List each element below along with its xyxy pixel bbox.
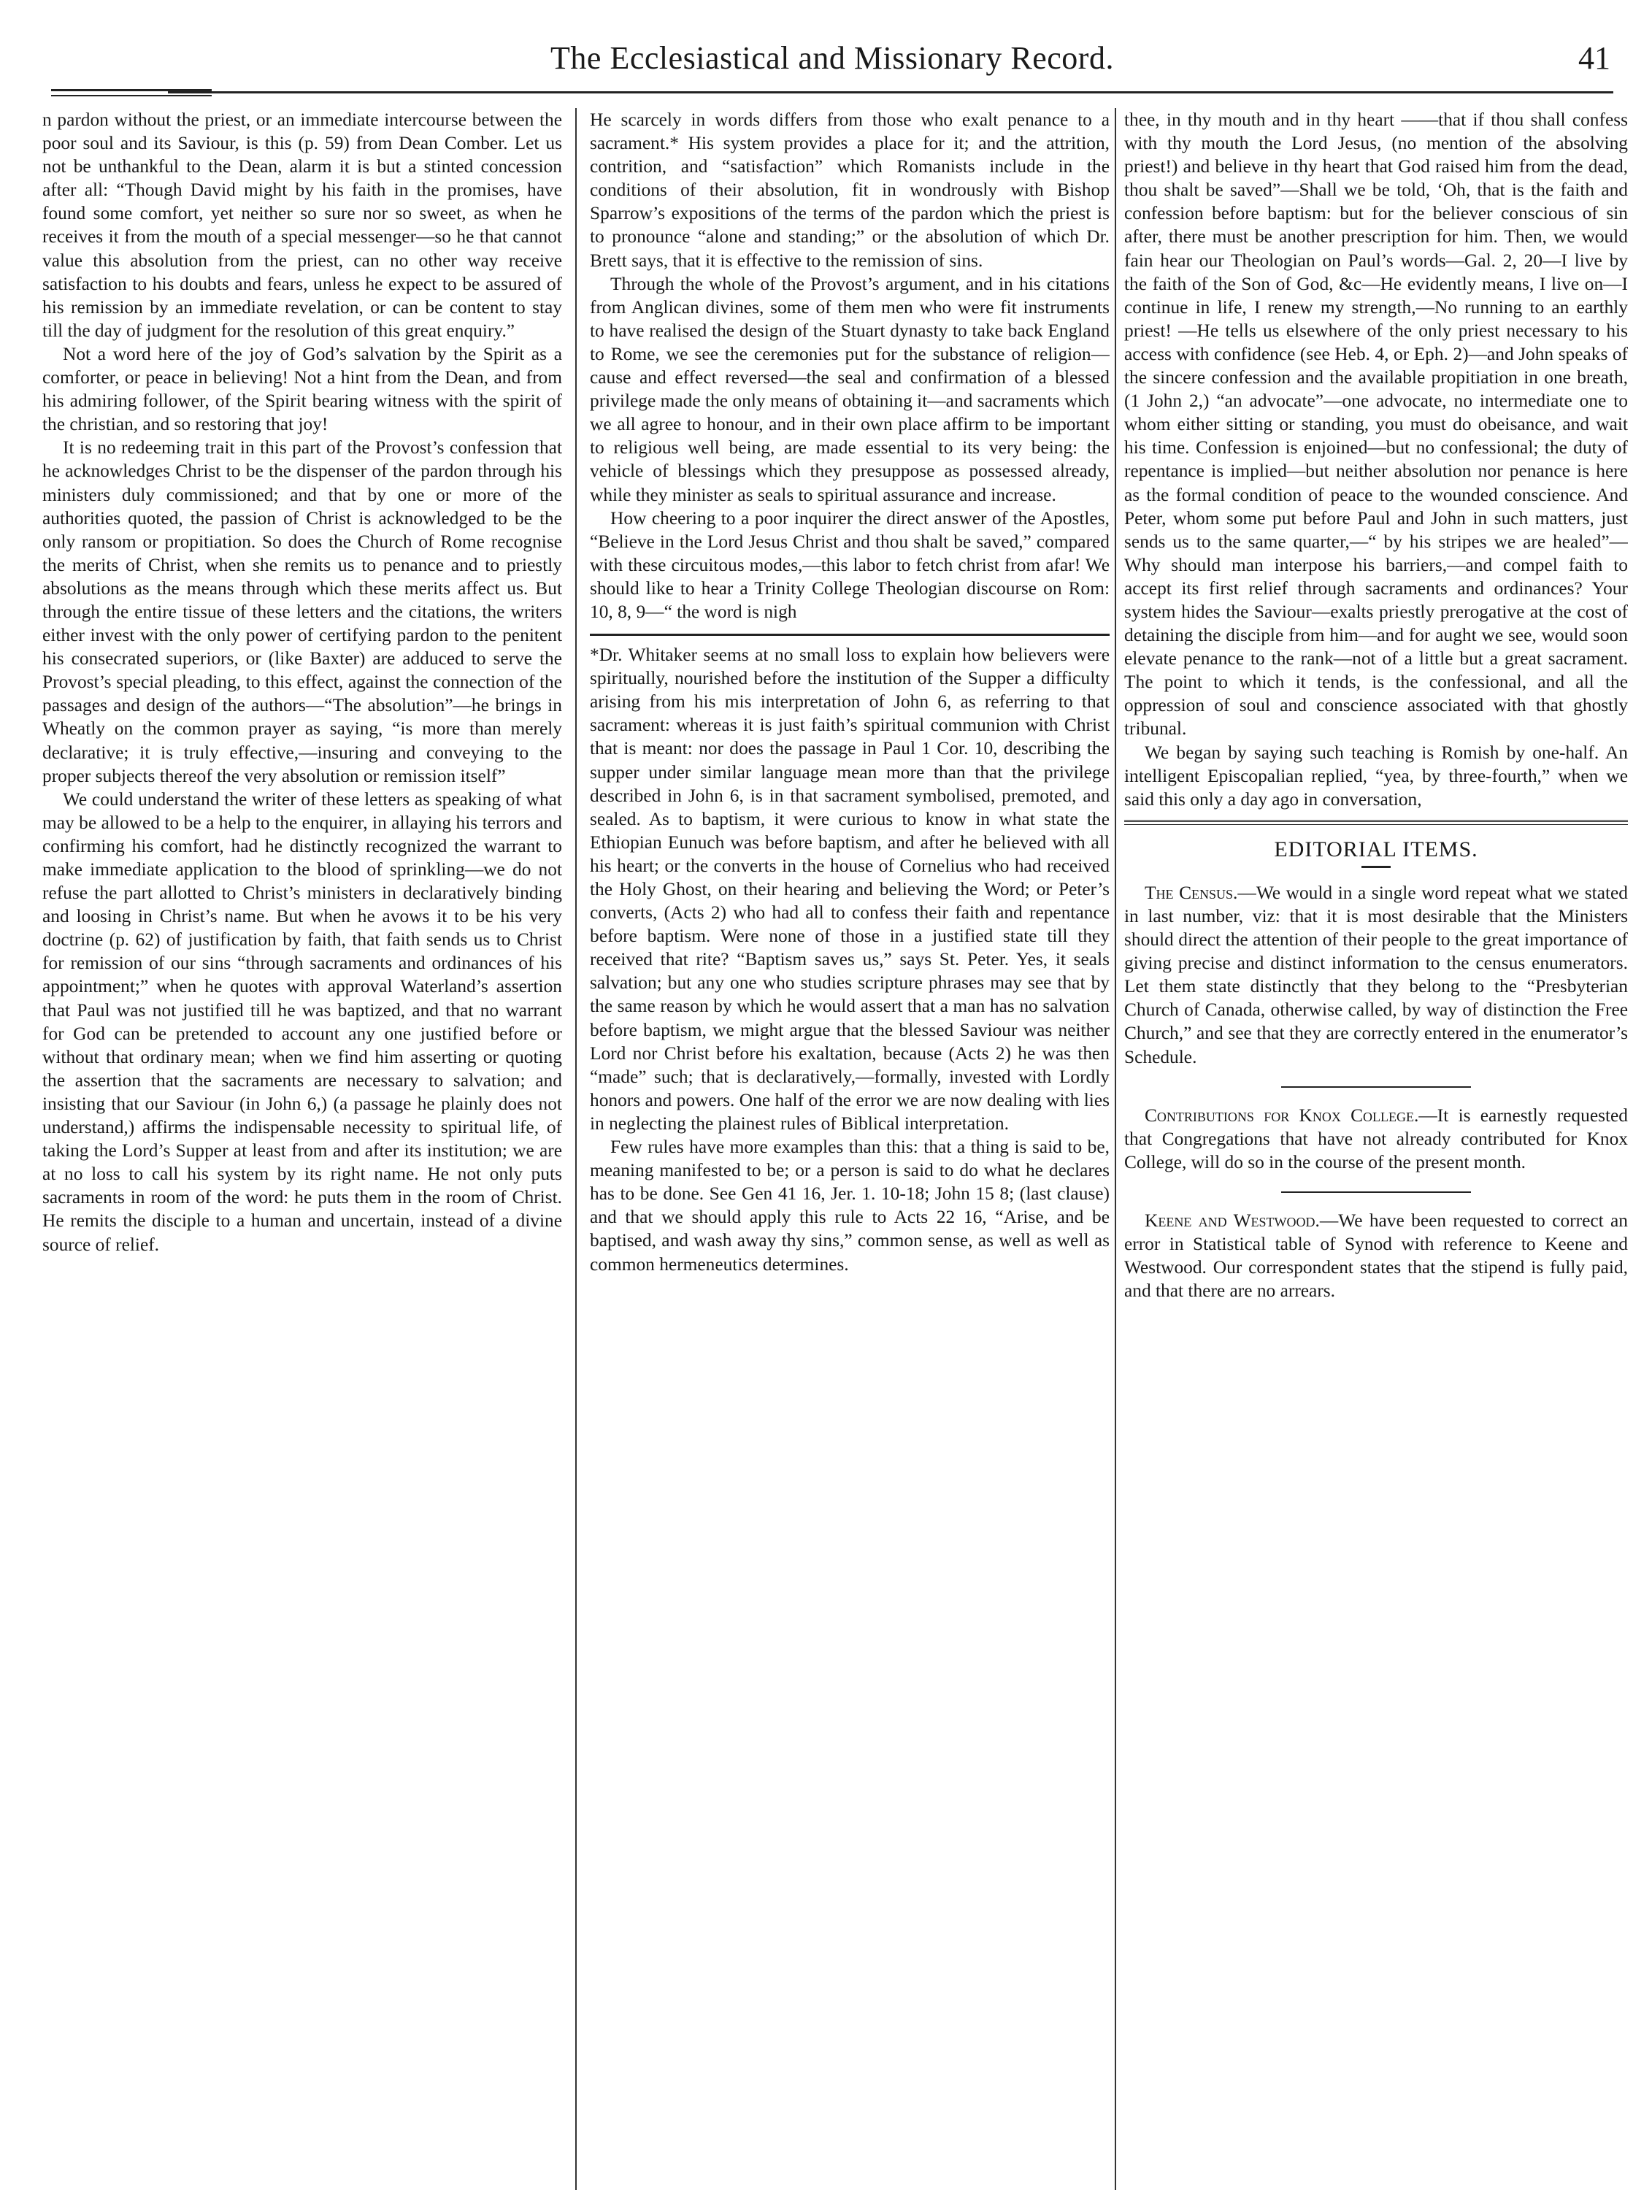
column-middle (590, 108, 1110, 2190)
title-dash (1361, 866, 1391, 868)
paragraph: Through the whole of the Provost’s argument, and in his citations from Anglican divines, some of them men who were fit instruments to have realised the design of the Stuart dynasty to take back England to Rome, we see the ceremonies put for the substance of religion—cause and effect reversed—the seal and confirmation of a blessed privilege made the only means of obtaining it—and sacraments which we all agree to honour, and in their own place affirm to be important to religious well being, are made essential to its very being: the vehicle of blessings which they presuppose as possessed already, while they minister as seals to spiritual assurance and increase. (590, 273, 1110, 505)
item-body: —We would in a single word repeat what we stated in last number, viz: that it is most desirable that the Ministers should direct the attention of their people to the great importance of giving precise and distinct information to the census enumerators. Let them state distinctly that they belong to the “Presbyterian Church of Canada, otherwise called, by way of distinction the Free Church,” and see that they are correctly entered in the enumerator’s Schedule. (1124, 882, 1628, 1067)
editorial-item-knox (1124, 1104, 1628, 1174)
section-title: EDITORIAL ITEMS. (1274, 837, 1478, 861)
footnote: *Dr. Whitaker seems at no small loss to explain how believers were spiritually, nourished before the institution of the Supper a difficulty arising from his mis interpretation of John 6, as referring to that sacrament: whereas it is just faith’s spiritual communion with Christ that is meant: nor does the passage in Paul 1 Cor. 10, describing the supper under similar language mean more than that the privilege described in John 6, is in that sacrament symbolised, premoted, and sealed. As to baptism, it were curious to know in what state the Ethiopian Eunuch was before baptism, and after he believed with all his heart; or the converts in the house of Cornelius who had received the Holy Ghost, on their hearing and believing the Word; or Peter’s converts, (Acts 2) who had all to confess their faith and repentance before baptism. Were none of those in a justified state till they received that rite? “Baptism saves us,” says St. Peter. Yes, it seals salvation; but any one who studies scripture phrases may see that by the same reason by which he would assert that a man has no salvation before baptism, we might argue that the blessed Saviour was neither Lord nor Christ before his exaltation, because (Acts 2) he was then “made” such; that is declaratively,—formally, invested with Lordly honors and powers. One half of the error we are now dealing with lies in neglecting the plainest rules of Biblical interpretation. (590, 645, 1110, 1134)
section-rule (1124, 820, 1628, 825)
paragraph: We began by saying such teaching is Romish by one-half. An intelligent Episcopalian replied, “yea, by three-fourth,” when we said this only a day ago in conversation, (1124, 742, 1628, 810)
item-body: —It is earnestly requested that Congregations that have not already contributed for Knox College, will do so in the course of the present month. (1124, 1105, 1628, 1172)
column-right (1124, 108, 1628, 2190)
header-rule (168, 91, 1613, 93)
column-divider (575, 108, 577, 2190)
item-heading: Contributions for Knox College. (1145, 1105, 1419, 1126)
editorial-item-census (1124, 881, 1628, 1069)
page-number: 41 (1578, 40, 1610, 76)
item-rule (1281, 1086, 1471, 1088)
page-header (44, 37, 1621, 95)
paragraph: How cheering to a poor inquirer the direct answer of the Apostles, “Believe in the Lord Jesus Christ and thou shalt be saved,” compared with these circuitous modes,—this labor to fetch christ from afar! We should like to hear a Trinity College Theologian discourse on Rom: 10, 8, 9—“ the word is nigh (590, 507, 1110, 622)
paragraph: It is no redeeming trait in this part of the Provost’s confession that he acknowledges Christ to be the dispenser of the pardon through his ministers duly commissioned; and that by one or more of the authorities quoted, the passion of Christ is acknowledged to be the only ransom or propitiation. So does the Church of Rome recognise the merits of Christ, when she remits us to penance and to priestly absolutions as the means through which these merits affect us. But through the entire tissue of these letters and the citations, the writers either invest with the only power of certifying pardon to the penitent his consecrated superiors, or (like Baxter) are adduced to serve the Provost’s special pleading, to this effect, against the connection of the passages and design of the authors—“The absolution”—he brings in Wheatly on the common prayer as saying, “is more than merely declarative; it is truly effective,—insuring and conveying to the proper subjects thereof the very absolution or remission itself” (42, 437, 562, 786)
page-title: The Ecclesiastical and Missionary Record. (550, 40, 1114, 76)
column-left (42, 108, 562, 2190)
paragraph: He scarcely in words differs from those who exalt penance to a sacrament.* His system provides a place for it; and the attrition, contrition, and “satisfaction” which Romanists include in the conditions of their absolution, fit in wondrously with Bishop Sparrow’s expositions of the terms of the pardon which the priest is to pronounce “alone and standing;” or the absolution of which Dr. Brett says, that it is effective to the remission of sins. (590, 110, 1110, 271)
column-divider (1115, 108, 1116, 2190)
paragraph: thee, in thy mouth and in thy heart ——that if thou shall confess with thy mouth the Lord Jesus, (no mention of the absolving priest!) and believe in thy heart that God raised him from the dead, thou shalt be saved”—Shall we be told, ‘Oh, that is the faith and confession before baptism: but for the believer conscious of sin after, there must be another prescription for him. Then, we would fain hear our Theologian on Paul’s words—Gal. 2, 20—I live by the faith of the Son of God, &c—He evidently means, I live on—I continue in life, I renew my strength,—No running to an earthly priest! —He tells us elsewhere of the only priest necessary to his access with confidence (see Heb. 4, or Eph. 2)—and John speaks of the sincere confession and the available propitiation in one breath, (1 John 2,) “an advocate”—one advocate, no intermediate one to whom either sitting or standing, you must do obeisance, and wait his time. Confession is enjoined—but no confessional; the duty of repentance is implied—but neither absolution nor penance is here as the formal condition of peace to the wounded conscience. And Peter, whom some put before Paul and John in such matters, just sends us to the same quarter,—“ by his stripes we are healed”—Why should man interpose his barriers,—and compel faith to accept its first relief through sacraments and ordinances? Your system hides the Saviour—exalts priestly prerogative at the cost of detaining the disciple from him—and for aught we see, would soon elevate penance to the rank—not of a little but a great sacrament. The point to which it tends, is the confessional, and all the oppression of soul and conscience associated with that ghostly tribunal. (1124, 110, 1628, 740)
editorial-item-keene (1124, 1209, 1628, 1302)
footnote-continued: Few rules have more examples than this: that a thing is said to be, meaning manifested to be; or a person is said to do what he declares has to be done. See Gen 41 16, Jer. 1. 10-18; John 15 8; (last clause) and that we should apply this rule to Acts 22 16, “Arise, and be baptised, and wash away thy sins,” common sense, as well as well as common hermeneutics determines. (590, 1137, 1110, 1275)
item-rule (1281, 1191, 1471, 1193)
header-rule-left-lower (51, 95, 212, 96)
item-heading: Keene and Westwood. (1145, 1210, 1320, 1231)
item-heading: The Census. (1145, 882, 1238, 903)
paragraph: We could understand the writer of these letters as speaking of what may be allowed to be a help to the enquirer, in allaying his terrors and confirming his comfort, had he distinctly recognized the warrant to make immediate application to the blood of sprinkling—we do not refuse the part allotted to Christ’s ministers in declaratively binding and loosing in Christ’s name. But when he avows it to be his very doctrine (p. 62) of justification by faith, that faith sends us to Christ for remission of our sins “through sacraments and ordinances of his appointment;” when he quotes with approval Waterland’s assertion that Paul was not justified till he was baptized, and that no warrant for God can be pretended to account any one justified before or without that ordinary mean; when we find him asserting or quoting the assertion that the sacraments are necessary to salvation; and insisting that our Saviour (in John 6,) (a passage he plainly does not understand,) affirms the indispensable necessity to spiritual life, of taking the Lord’s Supper at least from and after its institution; we are at no loss to call his system by its right name. He not only puts sacraments in room of the word: he puts them in the room of Christ. He remits the disciple to a human and uncertain, instead of a divine source of relief. (42, 788, 562, 1255)
paragraph: Not a word here of the joy of God’s salvation by the Spirit as a comforter, or peace in believing! Not a hint from the Dean, and from his admiring follower, of the Spirit bearing witness with the spirit of the christian, and so restoring that joy! (42, 343, 562, 435)
item-body: —We have been requested to correct an error in Statistical table of Synod with reference to Keene and Westwood. Our correspondent states that the stipend is fully paid, and that there are no arrears. (1124, 1210, 1628, 1302)
footnote-rule (590, 634, 1110, 636)
paragraph: n pardon without the priest, or an immediate intercourse between the poor soul and its Saviour, is this (p. 59) from Dean Comber. Let us not be unthankful to the Dean, alarm it is but a stinted concession after all: “Though David might by his faith in the promises, have found some comfort, yet neither so sure nor so sweet, as when he receives it from the mouth of a special messenger—so he that cannot value this absolution from the priest, can no other way receive satisfaction to his doubts and fears, unless he expect to be assured of his remission by an immediate revelation, or can be content to stay till the day of judgment for the resolution of this great enquiry.” (42, 110, 562, 341)
